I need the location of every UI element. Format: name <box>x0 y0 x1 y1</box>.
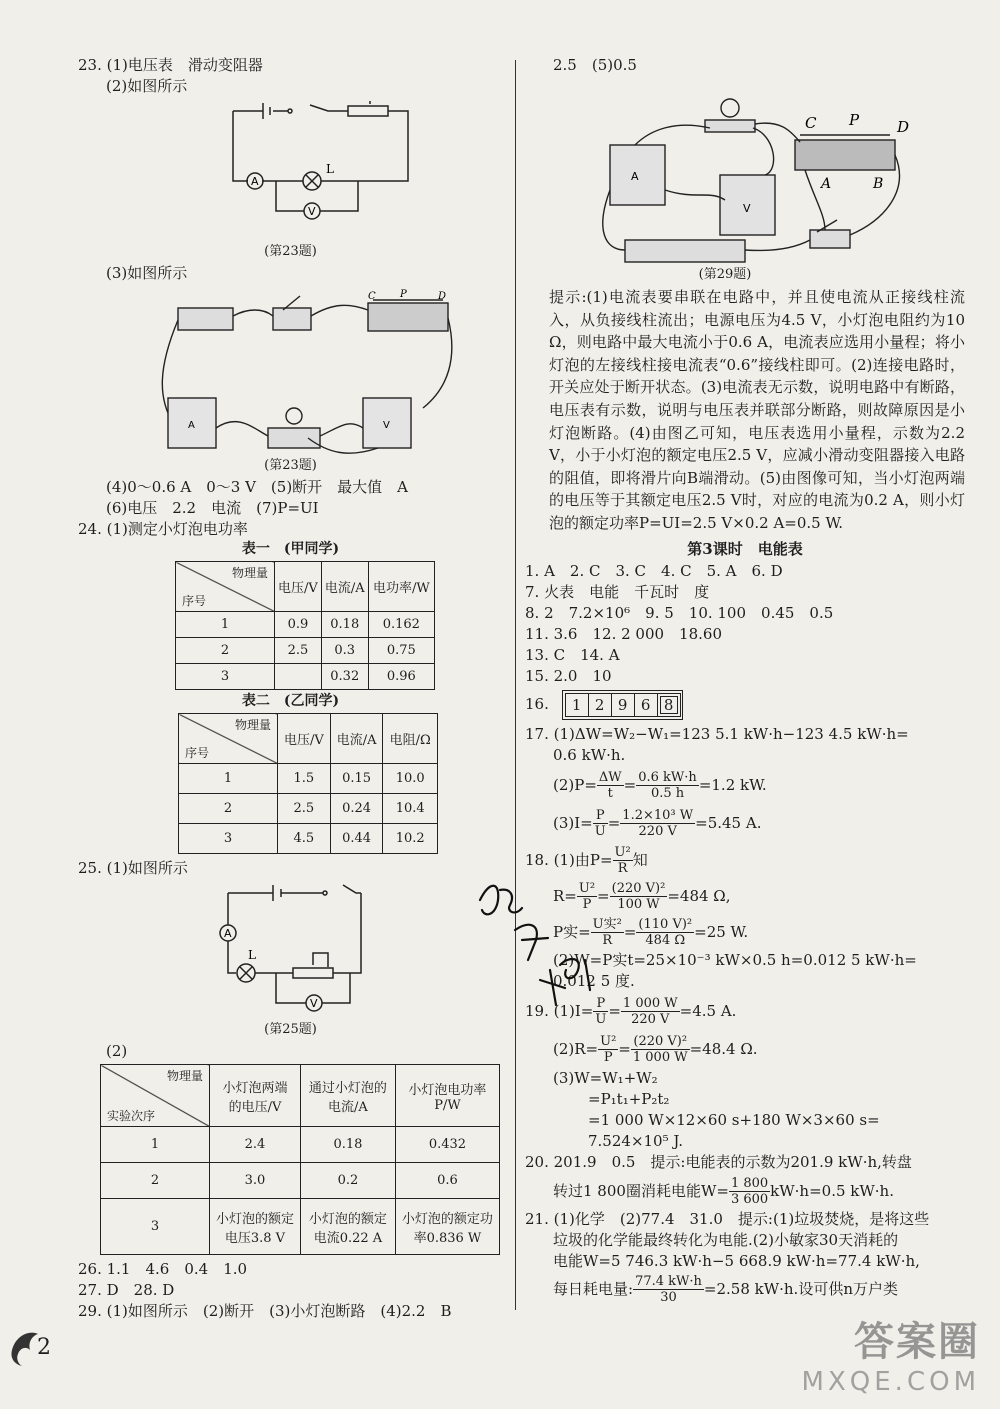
q23-line3: (3)如图所示 <box>106 264 188 282</box>
circuit-wiring-29 <box>525 80 965 270</box>
eq-part: =4.5 A. <box>679 1001 737 1020</box>
fraction <box>636 917 694 948</box>
table2-header: 电流/A <box>330 714 383 764</box>
terminal-a: A <box>821 176 832 192</box>
eq-part: = <box>623 922 637 941</box>
q23-line4: (4)0～0.6 A 0～3 V (5)断开 最大值 A <box>106 478 409 496</box>
circuit-wiring-23 <box>78 288 503 463</box>
table3-cell: 1 <box>101 1127 210 1163</box>
denominator: 484 Ω <box>645 933 686 949</box>
table3-cell: 小灯泡的额定功率0.836 W <box>395 1199 499 1255</box>
answer-7: 7. 火表 电能 千瓦时 度 <box>525 582 710 601</box>
table2-cell: 0.44 <box>330 824 383 854</box>
a18-line5: 0.012 5 度. <box>553 971 635 990</box>
table2-cell: 2 <box>179 794 278 824</box>
slider-p: P <box>849 111 860 129</box>
numerator: 1 800 <box>730 1176 769 1192</box>
eq-part: (2)R= <box>553 1039 599 1058</box>
denominator: t <box>607 786 613 802</box>
numerator: (220 V)² <box>631 1034 690 1050</box>
figure-caption: (第29题) <box>698 267 752 282</box>
meter-digit: 6 <box>634 693 658 717</box>
q29-continued: 2.5 (5)0.5 <box>553 56 637 74</box>
a17-line2: 0.6 kW·h. <box>553 745 626 764</box>
fraction <box>610 881 668 912</box>
denominator: 30 <box>660 1290 677 1306</box>
table2-cell: 10.0 <box>383 764 438 794</box>
eq-part: 每日耗电量: <box>553 1279 634 1298</box>
section-heading: 第3课时 电能表 <box>687 539 803 558</box>
q29: 29. (1)如图所示 (2)断开 (3)小灯泡断路 (4)2.2 B <box>78 1302 452 1320</box>
table1-cell: 2 <box>176 638 275 664</box>
svg-text:A: A <box>224 927 232 940</box>
watermark-text: 答案圈 <box>854 1319 980 1365</box>
column-divider <box>515 60 516 1310</box>
circuit-diagram-29 <box>525 80 965 284</box>
a21-line1: 21. (1)化学 (2)77.4 31.0 提示:(1)垃圾焚烧，是将这些 <box>525 1209 930 1228</box>
answer-16 <box>525 690 965 720</box>
a19-line6: 7.524×10⁵ J. <box>588 1131 683 1150</box>
eq-part: kW·h=0.5 kW·h. <box>770 1181 894 1200</box>
fraction <box>636 770 699 801</box>
circuit-diagram-23a <box>78 101 503 261</box>
fraction <box>593 808 608 839</box>
watermark <box>802 1310 980 1397</box>
fraction <box>613 845 633 876</box>
eq-part: 转过1 800圈消耗电能W= <box>553 1181 729 1200</box>
figure-caption: (第23题) <box>264 458 317 473</box>
fraction <box>598 1034 618 1065</box>
table1-cell: 2.5 <box>275 638 322 664</box>
q23-line1: 23. (1)电压表 滑动变阻器 <box>78 56 263 74</box>
answers-1-6: 1. A 2. C 3. C 4. C 5. A 6. D <box>525 561 783 580</box>
table3 <box>100 1064 500 1255</box>
numerator: U² <box>600 1034 617 1050</box>
corner-top: 物理量 <box>231 566 268 580</box>
answers-8-10: 8. 2 7.2×10⁶ 9. 5 10. 100 0.45 0.5 <box>525 603 834 622</box>
table2-header: 电压/V <box>278 714 331 764</box>
svg-text:V: V <box>308 205 316 218</box>
handwriting-scribble <box>470 870 610 1020</box>
table1-cell: 0.32 <box>321 664 368 690</box>
table2-corner <box>179 714 278 764</box>
corner-top: 物理量 <box>234 718 271 732</box>
q27: 27. D 28. D <box>78 1281 175 1299</box>
a19-line5: =1 000 W×12×60 s+180 W×3×60 s= <box>588 1110 880 1129</box>
denominator: 3 600 <box>730 1192 769 1208</box>
table1-header: 电压/V <box>275 562 322 612</box>
terminal-b: B <box>873 176 884 192</box>
svg-text:C: C <box>368 291 376 302</box>
numerator: 77.4 kW·h <box>635 1274 702 1290</box>
eq-part: 知 <box>632 850 648 869</box>
eq-part: 19. (1)I= <box>525 1001 594 1020</box>
denominator: R <box>617 861 628 877</box>
eq-part: =484 Ω, <box>667 886 731 905</box>
a19-line3: (3)W=W₁+W₂ <box>553 1068 658 1087</box>
svg-text:L: L <box>248 948 256 962</box>
table2 <box>178 713 438 854</box>
q26: 26. 1.1 4.6 0.4 1.0 <box>78 1260 248 1278</box>
a19-line2 <box>525 1030 965 1068</box>
eq-part: = <box>618 1039 631 1058</box>
table2-cell: 1.5 <box>278 764 331 794</box>
eq-part: =25 W. <box>694 922 749 941</box>
circuit-schematic-23 <box>78 101 503 251</box>
svg-text:A: A <box>188 420 195 431</box>
denominator: R <box>602 933 613 949</box>
eq-part: (3)I= <box>553 813 593 832</box>
denominator: 220 V <box>631 1012 670 1028</box>
numerator: 0.6 kW·h <box>638 770 697 786</box>
watermark-url: MXQE.COM <box>801 1367 980 1397</box>
a21-line2: 垃圾的化学能最终转化为电能.(2)小敏家30天消耗的 <box>553 1230 899 1249</box>
corner-bottom: 实验次序 <box>107 1109 156 1123</box>
table2-header: 电阻/Ω <box>383 714 438 764</box>
eq-part: =2.58 kW·h.设可供n万户类 <box>703 1279 898 1298</box>
a18-line4: (2)W=P实t=25×10⁻³ kW×0.5 h=0.012 5 kW·h= <box>553 950 917 969</box>
svg-text:L: L <box>326 162 334 176</box>
table3-cell: 0.432 <box>395 1127 499 1163</box>
table1-cell: 0.96 <box>368 664 434 690</box>
svg-text:A: A <box>251 175 259 188</box>
denominator: 0.5 h <box>650 786 685 802</box>
table2-cell: 3 <box>179 824 278 854</box>
table1-cell: 0.9 <box>275 612 322 638</box>
table1-header: 电功率/W <box>368 562 434 612</box>
table1-cell: 1 <box>176 612 275 638</box>
table3-header: 小灯泡两端的电压/V <box>210 1065 301 1127</box>
eq-part: P实= <box>553 922 591 941</box>
answers-13-14: 13. C 14. A <box>525 645 620 664</box>
fraction <box>620 808 695 839</box>
denominator: U <box>595 1012 607 1028</box>
svg-text:P: P <box>400 289 407 300</box>
table2-cell: 1 <box>179 764 278 794</box>
answer-16-label: 16. <box>525 694 549 713</box>
table3-cell: 3 <box>101 1199 210 1255</box>
table1-header: 电流/A <box>321 562 368 612</box>
table3-cell: 小灯泡的额定电流0.22 A <box>300 1199 395 1255</box>
figure-caption: (第25题) <box>264 1022 317 1037</box>
svg-text:V: V <box>310 997 318 1010</box>
table3-corner <box>101 1065 210 1127</box>
circuit-diagram-23b <box>78 288 503 475</box>
denominator: P <box>603 1050 613 1066</box>
corner-bottom: 序号 <box>185 746 210 760</box>
figure-caption: (第23题) <box>264 244 317 259</box>
ammeter-label: A <box>631 170 639 183</box>
numerator: (110 V)² <box>638 917 693 933</box>
table2-cell: 0.24 <box>330 794 383 824</box>
eq-part: (2)P= <box>553 775 597 794</box>
table3-cell: 0.6 <box>395 1163 499 1199</box>
meter-digit: 2 <box>588 693 612 717</box>
page-number: 2 <box>37 1335 51 1360</box>
circuit-diagram-25 <box>78 883 503 1039</box>
fraction <box>621 996 680 1027</box>
numerator: ΔW <box>598 770 622 786</box>
fraction <box>633 1274 704 1305</box>
q24-line1: 24. (1)测定小灯泡电功率 <box>78 520 248 538</box>
a17-line1: 17. (1)ΔW=W₂−W₁=123 5.1 kW·h−123 4.5 kW·h= <box>525 724 909 743</box>
table1-cell: 0.18 <box>321 612 368 638</box>
denominator: 1 000 W <box>632 1050 688 1066</box>
table3-cell: 2.4 <box>210 1127 301 1163</box>
table2-title: 表二 (乙同学) <box>241 693 340 709</box>
table3-cell: 小灯泡的额定电压3.8 V <box>210 1199 301 1255</box>
eq-part: = <box>597 886 610 905</box>
table2-cell: 10.2 <box>383 824 438 854</box>
denominator: P <box>582 897 592 913</box>
a21-line3: 电能W=5 746.3 kW·h−5 668.9 kW·h=77.4 kW·h, <box>553 1251 920 1270</box>
table1-cell: 0.3 <box>321 638 368 664</box>
eq-part: =1.2 kW. <box>698 775 767 794</box>
a21-line4 <box>525 1272 965 1306</box>
numerator: U实² <box>592 917 622 933</box>
q29-hint: 提示:(1)电流表要串联在电路中，并且使电流从正接线柱流入，从负接线柱流出；电源电压为4.5 V，小灯泡电阻约为10 Ω，则电路中最大电流小于0.6 A，电流表应选用小量程；将小灯泡的左接线柱接电流表“0.6”接线柱即可。(2)连接电路时，开关应处于断开状态。(3)电流表无示数，说明电路中有断路，电压表有示数，说明与电压表并联部分断路，则故障原因是小灯泡断路。(4)由图乙可知，电压表选用小量程，示数为2.2 V，小于小灯泡的额定电压2.5 V，应减小滑动变阻器接入电路的阻值，即将滑片向B端滑动。(5)由图像可知，当小灯泡两端的电压等于其额定电压2.5 V时，对应的电流为0.2 A，则小灯泡的额定功率P=UI=2.5 V×0.2 A=0.5 W. <box>549 288 965 532</box>
a20-line2 <box>525 1173 965 1209</box>
q23-line5: (6)电压 2.2 电流 (7)P=UI <box>106 499 319 517</box>
eq-part: = <box>623 775 637 794</box>
denominator: 100 W <box>617 897 660 913</box>
eq-part: =48.4 Ω. <box>689 1039 758 1058</box>
meter-digit-decimal: 8 <box>657 693 681 717</box>
denominator: U <box>594 824 606 840</box>
meter-readout <box>562 690 683 720</box>
table2-cell: 4.5 <box>278 824 331 854</box>
table3-header: 通过小灯泡的电流/A <box>300 1065 395 1127</box>
numerator: 1 000 W <box>622 996 678 1012</box>
q25-line2: (2) <box>106 1042 128 1060</box>
circuit-schematic-25 <box>78 883 503 1023</box>
corner-top: 物理量 <box>166 1069 203 1083</box>
table3-cell: 2 <box>101 1163 210 1199</box>
eq-part: 18. (1)由P= <box>525 850 613 869</box>
table1 <box>175 561 435 690</box>
fraction <box>597 770 624 801</box>
table2-cell: 10.4 <box>383 794 438 824</box>
table1-title: 表一 (甲同学) <box>241 541 340 557</box>
a20-line1: 20. 201.9 0.5 提示:电能表的示数为201.9 kW·h,转盘 <box>525 1152 912 1171</box>
numerator: P <box>593 996 608 1012</box>
terminal-c: C <box>805 114 817 132</box>
numerator: U² <box>578 881 596 897</box>
fraction <box>631 1034 690 1065</box>
denominator: 220 V <box>638 824 677 840</box>
numerator: 1.2×10³ W <box>622 808 694 824</box>
eq-part: =5.45 A. <box>695 813 762 832</box>
left-column <box>78 55 503 1322</box>
table3-header: 小灯泡电功率P/W <box>395 1065 499 1127</box>
eq-part: = <box>607 813 621 832</box>
svg-text:D: D <box>438 291 447 302</box>
a17-line4 <box>525 804 965 842</box>
a19-line4: =P₁t₁+P₂t₂ <box>588 1089 670 1108</box>
table1-cell: 0.75 <box>368 638 434 664</box>
meter-digit: 9 <box>611 693 635 717</box>
numerator: U² <box>614 845 631 861</box>
table2-cell: 0.15 <box>330 764 383 794</box>
voltmeter-label: V <box>743 202 751 215</box>
numerator: P <box>593 808 608 824</box>
eq-part: R= <box>553 886 577 905</box>
terminal-d: D <box>897 118 910 136</box>
table3-cell: 0.18 <box>300 1127 395 1163</box>
meter-digit: 1 <box>565 693 589 717</box>
svg-text:V: V <box>383 420 390 431</box>
table1-corner <box>176 562 275 612</box>
q25-line1: 25. (1)如图所示 <box>78 859 188 877</box>
table1-cell: 3 <box>176 664 275 690</box>
eq-part: = <box>608 1001 621 1020</box>
right-column <box>525 55 965 1306</box>
table1-cell <box>275 664 322 690</box>
table3-cell: 0.2 <box>300 1163 395 1199</box>
fraction <box>729 1176 770 1207</box>
table3-cell: 3.0 <box>210 1163 301 1199</box>
corner-bottom: 序号 <box>182 594 207 608</box>
numerator: (220 V)² <box>611 881 666 897</box>
table2-cell: 2.5 <box>278 794 331 824</box>
q23-line2: (2)如图所示 <box>106 77 188 95</box>
table1-cell: 0.162 <box>368 612 434 638</box>
a17-line3 <box>525 766 965 804</box>
answer-15: 15. 2.0 10 <box>525 666 612 685</box>
answers-11-12: 11. 3.6 12. 2 000 18.60 <box>525 624 722 643</box>
